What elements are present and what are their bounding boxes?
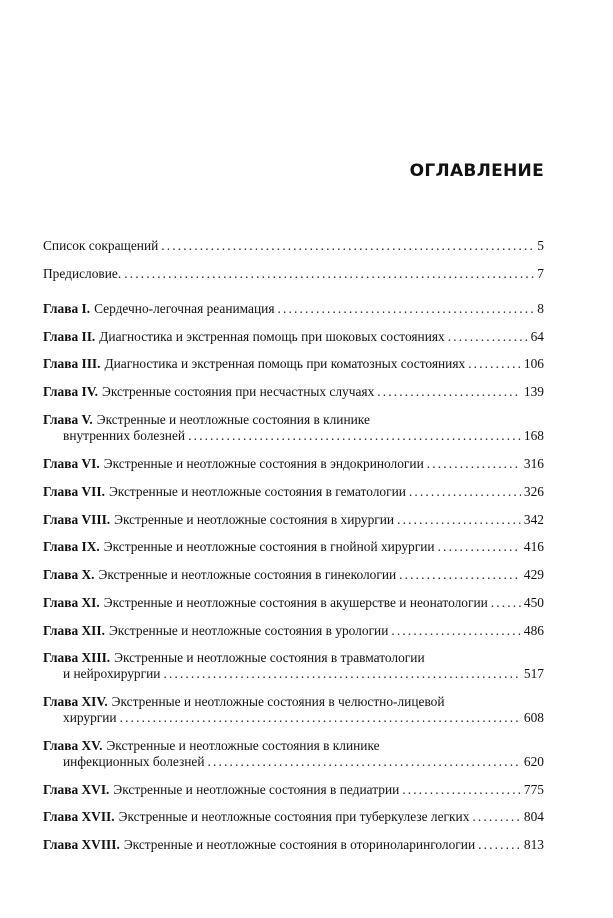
dot-leader	[120, 710, 521, 726]
entry-title-continuation: внутренних болезней	[63, 428, 186, 443]
toc-entry-line	[43, 412, 544, 428]
entry-title: Экстренные и неотложные состояния в травматологии	[114, 650, 425, 665]
page-number: 804	[523, 809, 544, 824]
toc-entry[interactable]	[43, 512, 544, 528]
entry-title: Экстренные и неотложные состояния в педиатрии	[113, 782, 400, 797]
page-number: 775	[523, 782, 544, 797]
page-number: 106	[523, 356, 544, 371]
toc-entry-line	[43, 512, 544, 528]
dot-leader	[277, 301, 534, 317]
toc-entry-line	[43, 782, 544, 798]
chapter-label: Глава I.	[43, 301, 91, 316]
chapter-label: Глава XII.	[43, 623, 105, 638]
entry-title-continuation: инфекционных болезней	[63, 754, 205, 769]
chapter-label: Глава X.	[43, 567, 95, 582]
page-number: 139	[523, 384, 544, 399]
page-number: 342	[523, 512, 544, 527]
chapter-label: Глава XVII.	[43, 809, 115, 824]
toc-entry-line	[43, 666, 544, 682]
toc-entry-line	[43, 539, 544, 555]
dot-leader	[478, 837, 521, 853]
entry-title: Экстренные и неотложные состояния в клинике	[106, 738, 380, 753]
dot-leader	[438, 539, 521, 555]
dot-leader	[448, 329, 528, 345]
toc-entry[interactable]	[43, 484, 544, 500]
dot-leader	[427, 456, 521, 472]
entry-title: Предисловие.	[43, 266, 122, 281]
chapter-label: Глава XI.	[43, 595, 100, 610]
chapter-label: Глава VII.	[43, 484, 105, 499]
page-number: 450	[523, 595, 544, 610]
toc-entry[interactable]	[43, 329, 544, 345]
toc-entry-line	[43, 238, 544, 254]
toc-entry-line	[43, 301, 544, 317]
page-number: 326	[523, 484, 544, 499]
toc-entry[interactable]	[43, 595, 544, 611]
chapter-label: Глава IV.	[43, 384, 98, 399]
toc-entry[interactable]	[43, 650, 544, 682]
entry-title: Диагностика и экстренная помощь при шоковых состояниях	[99, 329, 445, 344]
dot-leader	[188, 428, 521, 444]
entry-title: Экстренные и неотложные состояния в гнойной хирургии	[103, 539, 435, 554]
entry-title: Список сокращений	[43, 238, 159, 253]
toc-entry[interactable]	[43, 567, 544, 583]
toc-entry[interactable]	[43, 456, 544, 472]
toc-entry[interactable]	[43, 238, 544, 254]
entry-title: Диагностика и экстренная помощь при коматозных состояниях	[104, 356, 466, 371]
toc-entry-line	[43, 650, 544, 666]
chapter-label: Глава XVIII.	[43, 837, 120, 852]
dot-leader	[399, 567, 521, 583]
page-number: 416	[523, 539, 544, 554]
dot-leader	[409, 484, 521, 500]
page-number: 620	[523, 754, 544, 769]
toc-entry[interactable]	[43, 837, 544, 853]
page-number: 7	[537, 266, 544, 281]
toc-entry[interactable]	[43, 266, 544, 282]
toc-entry[interactable]	[43, 539, 544, 555]
entry-title: Экстренные и неотложные состояния в оториноларингологии	[123, 837, 476, 852]
page-number: 64	[530, 329, 544, 344]
toc-entry-line	[43, 484, 544, 500]
chapter-label: Глава VI.	[43, 456, 100, 471]
toc-entry[interactable]	[43, 356, 544, 372]
entry-title: Экстренные и неотложные состояния в эндокринологии	[103, 456, 424, 471]
dot-leader	[397, 512, 521, 528]
entry-title: Экстренные состояния при несчастных случаях	[102, 384, 375, 399]
chapter-label: Глава IX.	[43, 539, 100, 554]
toc-entry-line	[43, 356, 544, 372]
toc-entry[interactable]	[43, 694, 544, 726]
dot-leader	[208, 754, 521, 770]
page-number: 316	[523, 456, 544, 471]
chapter-label: Глава V.	[43, 412, 93, 427]
entry-title: Экстренные и неотложные состояния в гинекологии	[98, 567, 397, 582]
entry-title-continuation: и нейрохирургии	[63, 666, 161, 681]
toc-entry-line	[43, 754, 544, 770]
toc-entry-line	[43, 809, 544, 825]
entry-title: Экстренные и неотложные состояния в акушерстве и неонатологии	[103, 595, 488, 610]
page-number: 486	[523, 623, 544, 638]
chapter-label: Глава III.	[43, 356, 101, 371]
entry-title: Экстренные и неотложные состояния в хирургии	[114, 512, 395, 527]
toc-entry-line	[43, 595, 544, 611]
toc-entry[interactable]	[43, 301, 544, 317]
toc-entry[interactable]	[43, 623, 544, 639]
toc-entry-line	[43, 266, 544, 282]
toc-entry-line	[43, 329, 544, 345]
chapter-label: Глава XIV.	[43, 694, 108, 709]
dot-leader	[124, 266, 534, 282]
chapter-label: Глава XV.	[43, 738, 103, 753]
toc-entry[interactable]	[43, 809, 544, 825]
chapter-label: Глава XIII.	[43, 650, 111, 665]
page-title: ОГЛАВЛЕНИЕ	[409, 161, 544, 181]
toc-entry-line	[43, 694, 544, 710]
entry-title: Экстренные и неотложные состояния в урологии	[108, 623, 389, 638]
toc-entry[interactable]	[43, 384, 544, 400]
dot-leader	[402, 782, 521, 798]
page-number: 813	[523, 837, 544, 852]
dot-leader	[491, 595, 521, 611]
chapter-label: Глава VIII.	[43, 512, 111, 527]
toc-entry-line	[43, 456, 544, 472]
page-number: 608	[523, 710, 544, 725]
toc-entry-line	[43, 623, 544, 639]
toc-entry-line	[43, 710, 544, 726]
entry-title: Сердечно-легочная реанимация	[94, 301, 275, 316]
page-number: 168	[523, 428, 544, 443]
entry-title: Экстренные и неотложные состояния в челюстно-лицевой	[111, 694, 445, 709]
dot-leader	[161, 238, 534, 254]
entry-title-continuation: хирургии	[63, 710, 117, 725]
page-number: 5	[537, 238, 544, 253]
toc-entry[interactable]	[43, 782, 544, 798]
toc-entry-line	[43, 837, 544, 853]
dot-leader	[163, 666, 520, 682]
toc-entry-line	[43, 567, 544, 583]
dot-leader	[391, 623, 521, 639]
chapter-label: Глава II.	[43, 329, 96, 344]
page-number: 8	[537, 301, 544, 316]
toc-entry-line	[43, 428, 544, 444]
toc-entry[interactable]	[43, 738, 544, 770]
entry-title: Экстренные и неотложные состояния при туберкулезе легких	[118, 809, 470, 824]
dot-leader	[472, 809, 521, 825]
page-number: 429	[523, 567, 544, 582]
toc-entry[interactable]	[43, 412, 544, 444]
entry-title: Экстренные и неотложные состояния в клинике	[96, 412, 370, 427]
dot-leader	[377, 384, 521, 400]
chapter-label: Глава XVI.	[43, 782, 110, 797]
dot-leader	[468, 356, 521, 372]
toc-entry-line	[43, 384, 544, 400]
entry-title: Экстренные и неотложные состояния в гематологии	[108, 484, 406, 499]
page-number: 517	[523, 666, 544, 681]
toc-entry-line	[43, 738, 544, 754]
